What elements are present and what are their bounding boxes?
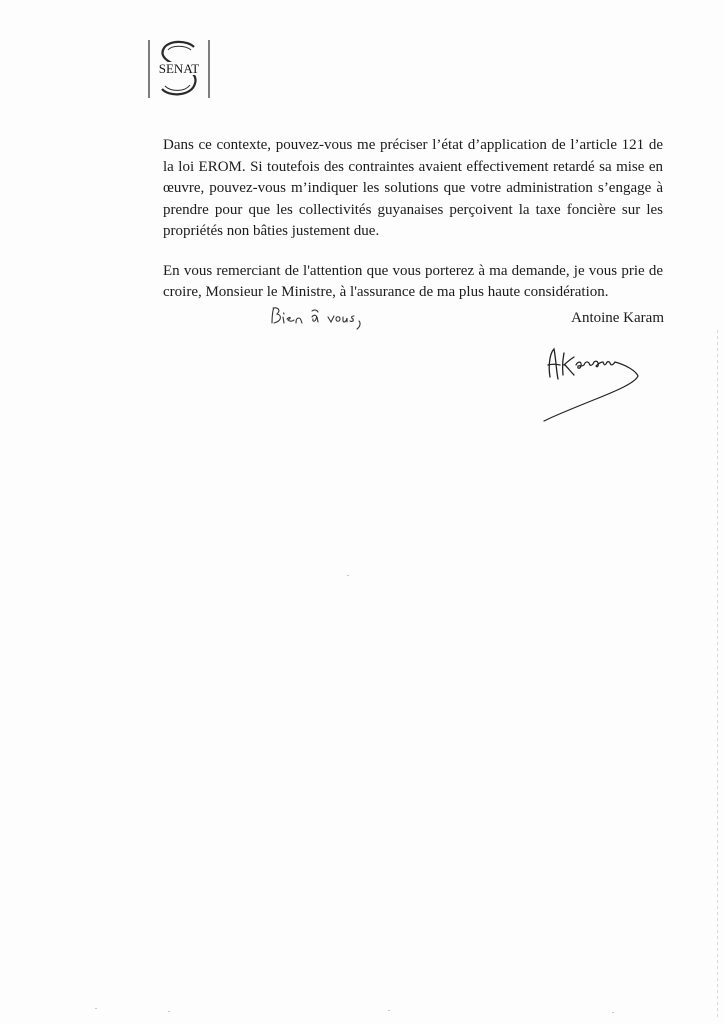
letter-paragraph-1: Dans ce contexte, pouvez-vous me préciser l’état d’application de l’article 121 de la loi EROM. Si toutefois des contraintes avaient effectivement retardé sa mise en œuvre, pouvez-vous m’indiquer les solutions que votre administration s’engage à prendre pour que les collectivités guyanaises perçoivent la taxe foncière sur les propriétés non bâties justement due. [163,137,663,239]
scan-speck [95,1008,97,1009]
scan-speck [347,575,349,576]
senat-logo-text: SENAT [158,61,200,76]
signer-name: Antoine Karam [571,310,664,326]
senat-logo [147,38,211,100]
handwritten-closing [268,303,388,333]
scan-edge-artifact [717,330,718,1020]
handwritten-signature [536,335,651,427]
letter-paragraph-2: En vous remerciant de l'attention que vous porterez à ma demande, je vous prie de croire, Monsieur le Ministre, à l'assurance de ma plus haute considération. [163,262,663,300]
scan-speck [168,1011,170,1012]
scan-speck [612,1012,614,1013]
letter-body [163,135,663,304]
scan-speck [388,1010,390,1011]
